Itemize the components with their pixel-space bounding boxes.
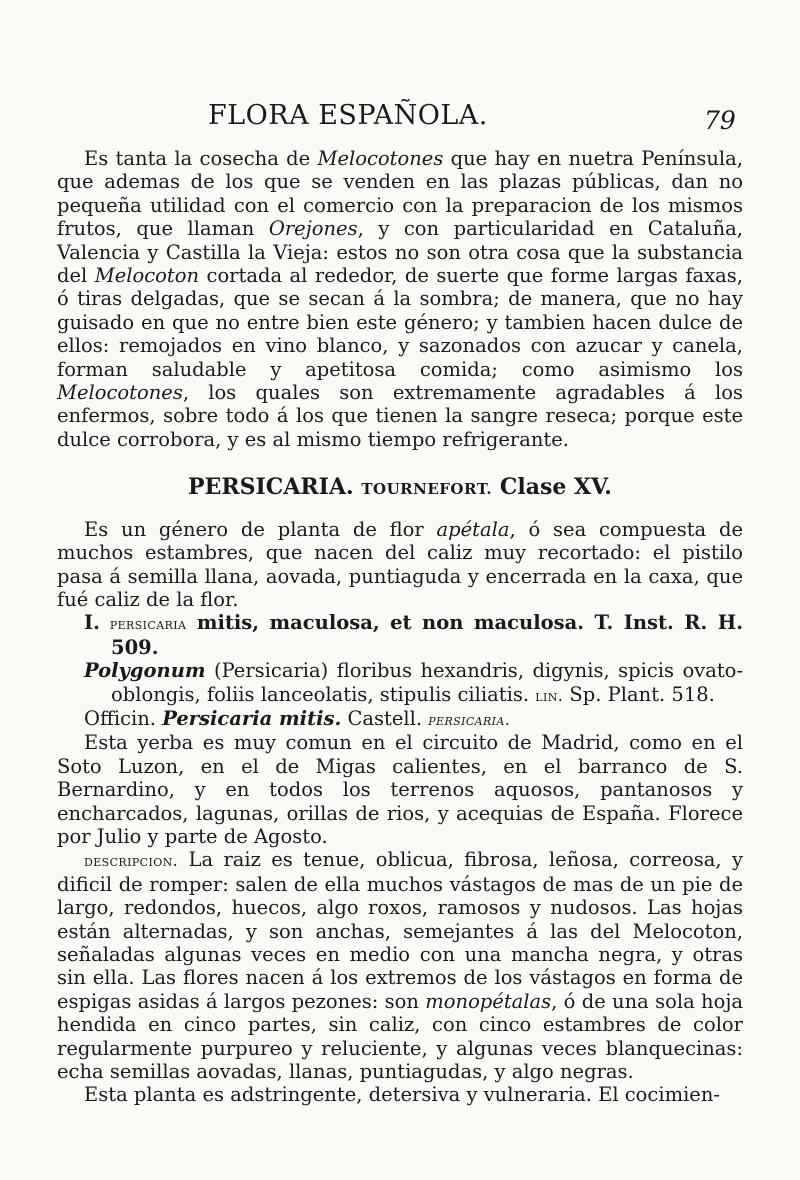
page-number: 79: [704, 106, 736, 135]
description-paragraph: descripcion. La raiz es tenue, oblicua, fibrosa, leñosa, correosa, y dificil de romper: salen de ella muchos vástagos de mas de un pie de largo, redondos, huecos, algo roxos, ramosos y nudosos. Las hojas están alternadas, y son anchas, semejantes á las del Melocoton, señaladas algunas veces en medio con una mancha negra, y otras sin ella. Las flores nacen á los extremos de los vástagos en forma de espigas asidas á largos pezones: son monopétalas, ó de una sola hoja hendida en cinco partes, sin caliz, con cinco estambres de color regularmente purpureo y reluciente, y algunas veces blanquecinas: echa semillas aovadas, llanas, puntiagudas, y algo negras.: [57, 848, 743, 1084]
page-header: [0, 100, 800, 140]
species-entry: I. persicaria mitis, maculosa, et non maculosa. T. Inst. R. H. 509.: [84, 611, 743, 659]
virtues-line: Esta planta es adstringente, detersiva y vulneraria. El cocimien-: [84, 1083, 720, 1107]
officinal-synonym: Officin. Persicaria mitis. Castell. persicaria.: [84, 706, 511, 730]
melocotones-paragraph: Es tanta la cosecha de Melocotones que hay en nuetra Península, que ademas de los que se venden en las plazas públicas, dan no pequeña utilidad con el comercio con la preparacion de los mismos frutos, que llaman Orejones, y con particularidad en Cataluña, Valencia y Castilla la Vieja: estos no son otra cosa que la substancia del Melocoton cortada al rededor, de suerte que forme largas faxas, ó tiras delgadas, que se secan á la sombra; de manera, que no hay guisado en que no entre bien este género; y tambien hacen dulce de ellos: remojados en vino blanco, y sazonados con azucar y canela, forman saludable y apetitosa comida; como asimismo los Melocotones, los quales son extremamente agradables á los enfermos, sobre todo á los que tienen la sangre reseca; porque este dulce corrobora, y es al mismo tiempo refrigerante.: [57, 147, 743, 451]
habitat-paragraph: Esta yerba es muy comun en el circuito de Madrid, como en el Soto Luzon, en el de Migas calientes, en el barranco de S. Bernardino, y en todos los terrenos aquosos, pantanosos y encharcados, lagunas, orillas de rios, y acequias de España. Florece por Julio y parte de Agosto.: [57, 731, 743, 848]
linnaean-synonym: Polygonum (Persicaria) floribus hexandris, digynis, spicis ovato-oblongis, foliis lanceolatis, stipulis ciliatis. lin. Sp. Plant. 518.: [84, 659, 743, 706]
persicaria-intro: Es un género de planta de flor apétala, ó sea compuesta de muchos estambres, que nacen del caliz muy recortado: el pistilo pasa á semilla llana, aovada, puntiaguda y encerrada en la caxa, que fué caliz de la flor.: [57, 517, 743, 611]
page-body: [57, 147, 743, 1107]
persicaria-heading: PERSICARIA. TOURNEFORT. Clase XV.: [188, 474, 612, 501]
running-title: FLORA ESPAÑOLA.: [208, 100, 488, 131]
